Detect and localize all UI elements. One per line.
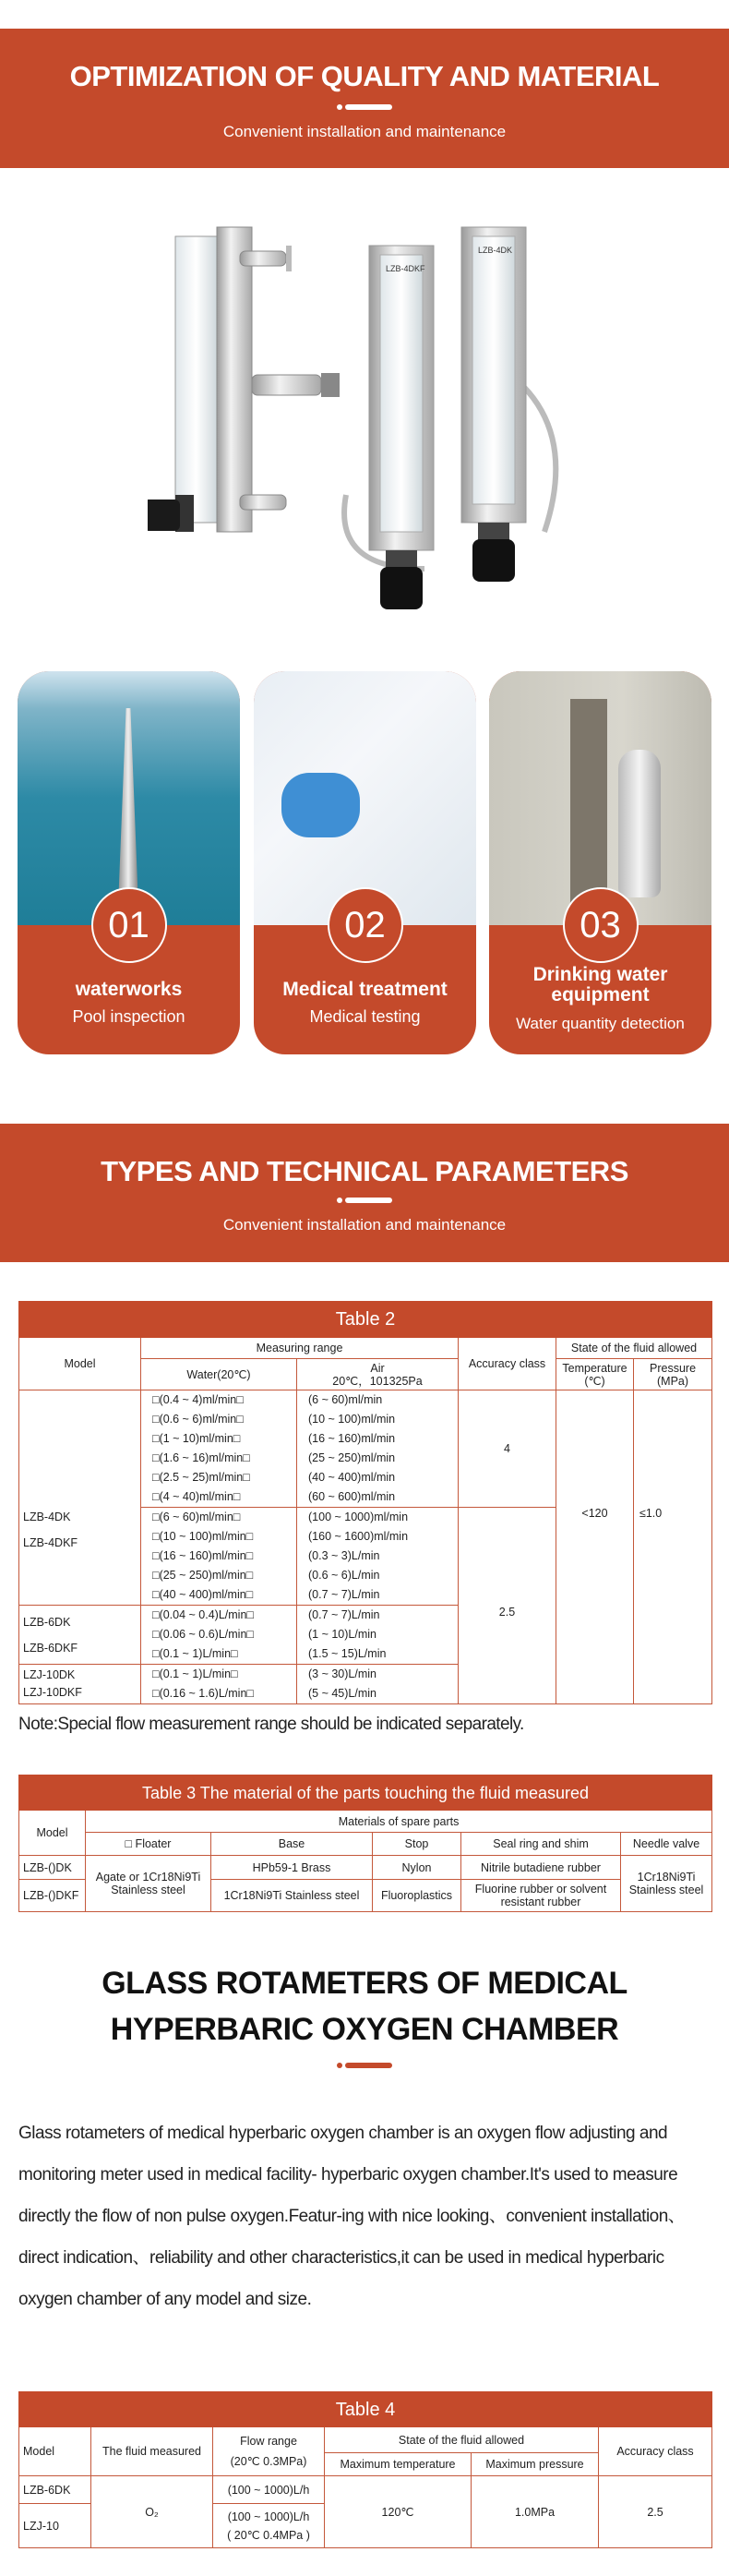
table-row [19, 1856, 712, 1880]
card-title: waterworks [75, 979, 183, 1000]
air-range-cell [297, 1606, 459, 1665]
col-header-temperature [556, 1359, 634, 1390]
application-card-medical [254, 671, 476, 1054]
col-header-accuracy: Accuracy class [459, 1338, 556, 1390]
max-pressure-cell: 1.0MPa [472, 2476, 599, 2548]
col-header-model: Model [19, 1811, 86, 1856]
range-value: (40 ~ 400)ml/min [308, 1471, 396, 1484]
range-value: □(0.06 ~ 0.6)L/min□ [152, 1628, 254, 1641]
title-line: GLASS ROTAMETERS OF MEDICAL [102, 1966, 627, 2001]
air-label: Air [370, 1361, 385, 1375]
range-value: □(25 ~ 250)ml/min□ [152, 1569, 254, 1582]
range-value: (10 ~ 100)ml/min [308, 1413, 396, 1426]
card-title: Drinking water equipment [532, 964, 668, 1005]
title-divider [337, 2063, 392, 2068]
range-value: (16 ~ 160)ml/min [308, 1432, 396, 1445]
range-value: □(1 ~ 10)ml/min□ [152, 1432, 241, 1445]
accuracy-cell: 4 [459, 1390, 556, 1508]
flow-cell: (100 ~ 1000)L/h [213, 2476, 325, 2504]
col-header-measuring-range: Measuring range [141, 1338, 459, 1359]
card-number: 03 [563, 887, 639, 963]
model-name: LZB-6DK [23, 1615, 71, 1629]
model-cell: LZJ-10 [19, 2504, 91, 2548]
section-title: TYPES AND TECHNICAL PARAMETERS [101, 1155, 628, 1187]
air-condition: 20℃，101325Pa [332, 1374, 423, 1388]
max-temp-cell: 120℃ [325, 2476, 472, 2548]
rotameter-product-image [148, 181, 581, 624]
table-2-measuring-range [18, 1301, 712, 1704]
water-range-cell [141, 1390, 297, 1508]
section-subtitle: Convenient installation and maintenance [222, 1216, 507, 1234]
needle-cell: 1Cr18Ni9Ti Stainless steel [621, 1856, 712, 1912]
model-name: LZJ-10DK [23, 1668, 76, 1681]
range-value: □(6 ~ 60)ml/min□ [152, 1511, 241, 1523]
range-value: □(0.04 ~ 0.4)L/min□ [152, 1608, 254, 1621]
seal-cell: Nitrile butadiene rubber [461, 1856, 621, 1880]
col-header-seal: Seal ring and shim [461, 1833, 621, 1856]
table-4-oxygen [18, 2391, 712, 2548]
application-card-waterworks [18, 671, 240, 1054]
base-cell: 1Cr18Ni9Ti Stainless steel [211, 1880, 373, 1912]
fluid-cell: O₂ [91, 2476, 213, 2548]
product-label-lzb-4dk: LZB-4DK [478, 246, 513, 255]
card-subtitle: Pool inspection [72, 1007, 185, 1026]
title-line: HYPERBARIC OXYGEN CHAMBER [110, 2012, 619, 2047]
col-header-max-temp: Maximum temperature [325, 2453, 472, 2476]
pressure-label: Pressure [650, 1361, 697, 1375]
section-title-glass-rotameters [0, 1960, 729, 2052]
range-value: □(40 ~ 400)ml/min□ [152, 1588, 254, 1601]
table-title: Table 2 [19, 1302, 712, 1338]
model-name: LZJ-10DKF [23, 1686, 82, 1699]
range-value: □(0.4 ~ 4)ml/min□ [152, 1393, 244, 1406]
section-title: OPTIMIZATION OF QUALITY AND MATERIAL [69, 60, 660, 92]
table-row-group [19, 1390, 712, 1508]
col-header-floater: □ Floater [86, 1833, 211, 1856]
model-cell [19, 1665, 141, 1704]
col-header-flow [213, 2427, 325, 2476]
model-cell [19, 1390, 141, 1606]
card-number: 02 [328, 887, 403, 963]
range-value: (100 ~ 1000)ml/min [308, 1511, 409, 1523]
range-value: (0.3 ~ 3)L/min [308, 1549, 380, 1562]
range-value: □(10 ~ 100)ml/min□ [152, 1530, 254, 1543]
range-value: □(0.16 ~ 1.6)L/min□ [152, 1687, 254, 1700]
flow-label: Flow range [240, 2435, 297, 2448]
col-header-model: Model [19, 1338, 141, 1390]
model-cell: LZB-6DK [19, 2476, 91, 2504]
section-header-quality [0, 29, 729, 168]
temperature-label: Temperature [562, 1361, 627, 1375]
air-range-cell [297, 1508, 459, 1606]
range-value: □(1.6 ~ 16)ml/min□ [152, 1451, 250, 1464]
col-header-state: State of the fluid allowed [325, 2427, 599, 2453]
accuracy-cell: 2.5 [599, 2476, 712, 2548]
title-divider [337, 1198, 392, 1203]
model-cell: LZB-()DKF [19, 1880, 86, 1912]
range-value: (0.6 ~ 6)L/min [308, 1569, 380, 1582]
temperature-cell: <120 [556, 1390, 634, 1704]
range-value: (1 ~ 10)L/min [308, 1628, 376, 1641]
application-card-drinking-water [489, 671, 711, 1054]
col-header-accuracy: Accuracy class [599, 2427, 712, 2476]
range-value: □(2.5 ~ 25)ml/min□ [152, 1471, 250, 1484]
card-number: 01 [91, 887, 167, 963]
range-value: □(16 ~ 160)ml/min□ [152, 1549, 254, 1562]
col-header-materials: Materials of spare parts [86, 1811, 712, 1833]
stop-cell: Nylon [373, 1856, 461, 1880]
range-value: □(0.6 ~ 6)ml/min□ [152, 1413, 244, 1426]
title-divider [337, 104, 392, 110]
col-header-state: State of the fluid allowed [556, 1338, 712, 1359]
water-range-cell [141, 1508, 297, 1606]
seal-cell: Fluorine rubber or solvent resistant rubber [461, 1880, 621, 1912]
range-value: (60 ~ 600)ml/min [308, 1490, 396, 1503]
range-value: (25 ~ 250)ml/min [308, 1451, 396, 1464]
col-header-needle: Needle valve [621, 1833, 712, 1856]
col-header-model: Model [19, 2427, 91, 2476]
range-value: □(4 ~ 40)ml/min□ [152, 1490, 241, 1503]
col-header-air [297, 1359, 459, 1390]
range-value: (160 ~ 1600)ml/min [308, 1530, 409, 1543]
col-header-base: Base [211, 1833, 373, 1856]
water-range-cell [141, 1606, 297, 1665]
temperature-unit: (℃) [584, 1374, 605, 1388]
card-subtitle: Medical testing [309, 1007, 421, 1026]
col-header-water: Water(20℃) [141, 1359, 297, 1390]
model-name: LZB-6DKF [23, 1641, 78, 1655]
stop-cell: Fluoroplastics [373, 1880, 461, 1912]
model-name: LZB-4DK [23, 1511, 71, 1523]
flow-value: (100 ~ 1000)L/h [227, 2510, 310, 2523]
range-value: (3 ~ 30)L/min [308, 1667, 376, 1680]
product-label-lzb-4dkf: LZB-4DKF [386, 264, 425, 273]
range-value: □(0.1 ~ 1)L/min□ [152, 1667, 238, 1680]
col-header-stop: Stop [373, 1833, 461, 1856]
card-title: Medical treatment [282, 979, 448, 1000]
base-cell: HPb59-1 Brass [211, 1856, 373, 1880]
note-text: Note:Special flow measurement range should be indicated separately. [18, 1715, 524, 1734]
range-value: (0.7 ~ 7)L/min [308, 1608, 380, 1621]
card-subtitle: Water quantity detection [516, 1015, 685, 1032]
flow-condition: ( 20℃ 0.4MPa ) [227, 2528, 310, 2542]
pressure-cell: ≤1.0 [634, 1390, 712, 1704]
air-range-cell [297, 1390, 459, 1508]
range-value: (6 ~ 60)ml/min [308, 1393, 383, 1406]
floater-cell: Agate or 1Cr18Ni9Ti Stainless steel [86, 1856, 211, 1912]
table-title: Table 3 The material of the parts touching the fluid measured [19, 1776, 712, 1811]
model-cell: LZB-()DK [19, 1856, 86, 1880]
section-subtitle: Convenient installation and maintenance [222, 123, 507, 140]
flow-cell [213, 2504, 325, 2548]
model-cell [19, 1606, 141, 1665]
description-paragraph: Glass rotameters of medical hyperbaric oxygen chamber is an oxygen flow adjusting and monitoring meter used in medical facility- hyperbaric oxygen chamber.It's used to measure directly the flow of non pulse oxygen.Featur-ing with nice looking、convenient installation、direct indication、reliability and other characteristics,it can be used in medical hyperbaric oxygen chamber of any model and size. [18, 2124, 686, 2309]
water-range-cell [141, 1665, 297, 1704]
pressure-unit: (MPa) [657, 1374, 689, 1388]
col-header-max-pressure: Maximum pressure [472, 2453, 599, 2476]
table-3-materials [18, 1775, 712, 1912]
air-range-cell [297, 1665, 459, 1704]
section-header-parameters [0, 1124, 729, 1262]
flow-condition: (20℃ 0.3MPa) [230, 2455, 307, 2468]
range-value: □(0.1 ~ 1)L/min□ [152, 1647, 238, 1660]
col-header-pressure [634, 1359, 712, 1390]
model-name: LZB-4DKF [23, 1536, 78, 1549]
accuracy-cell: 2.5 [459, 1508, 556, 1704]
table-title: Table 4 [19, 2392, 712, 2427]
range-value: (5 ~ 45)L/min [308, 1687, 376, 1700]
range-value: (1.5 ~ 15)L/min [308, 1647, 387, 1660]
table-row [19, 2476, 712, 2504]
range-value: (0.7 ~ 7)L/min [308, 1588, 380, 1601]
col-header-fluid: The fluid measured [91, 2427, 213, 2476]
